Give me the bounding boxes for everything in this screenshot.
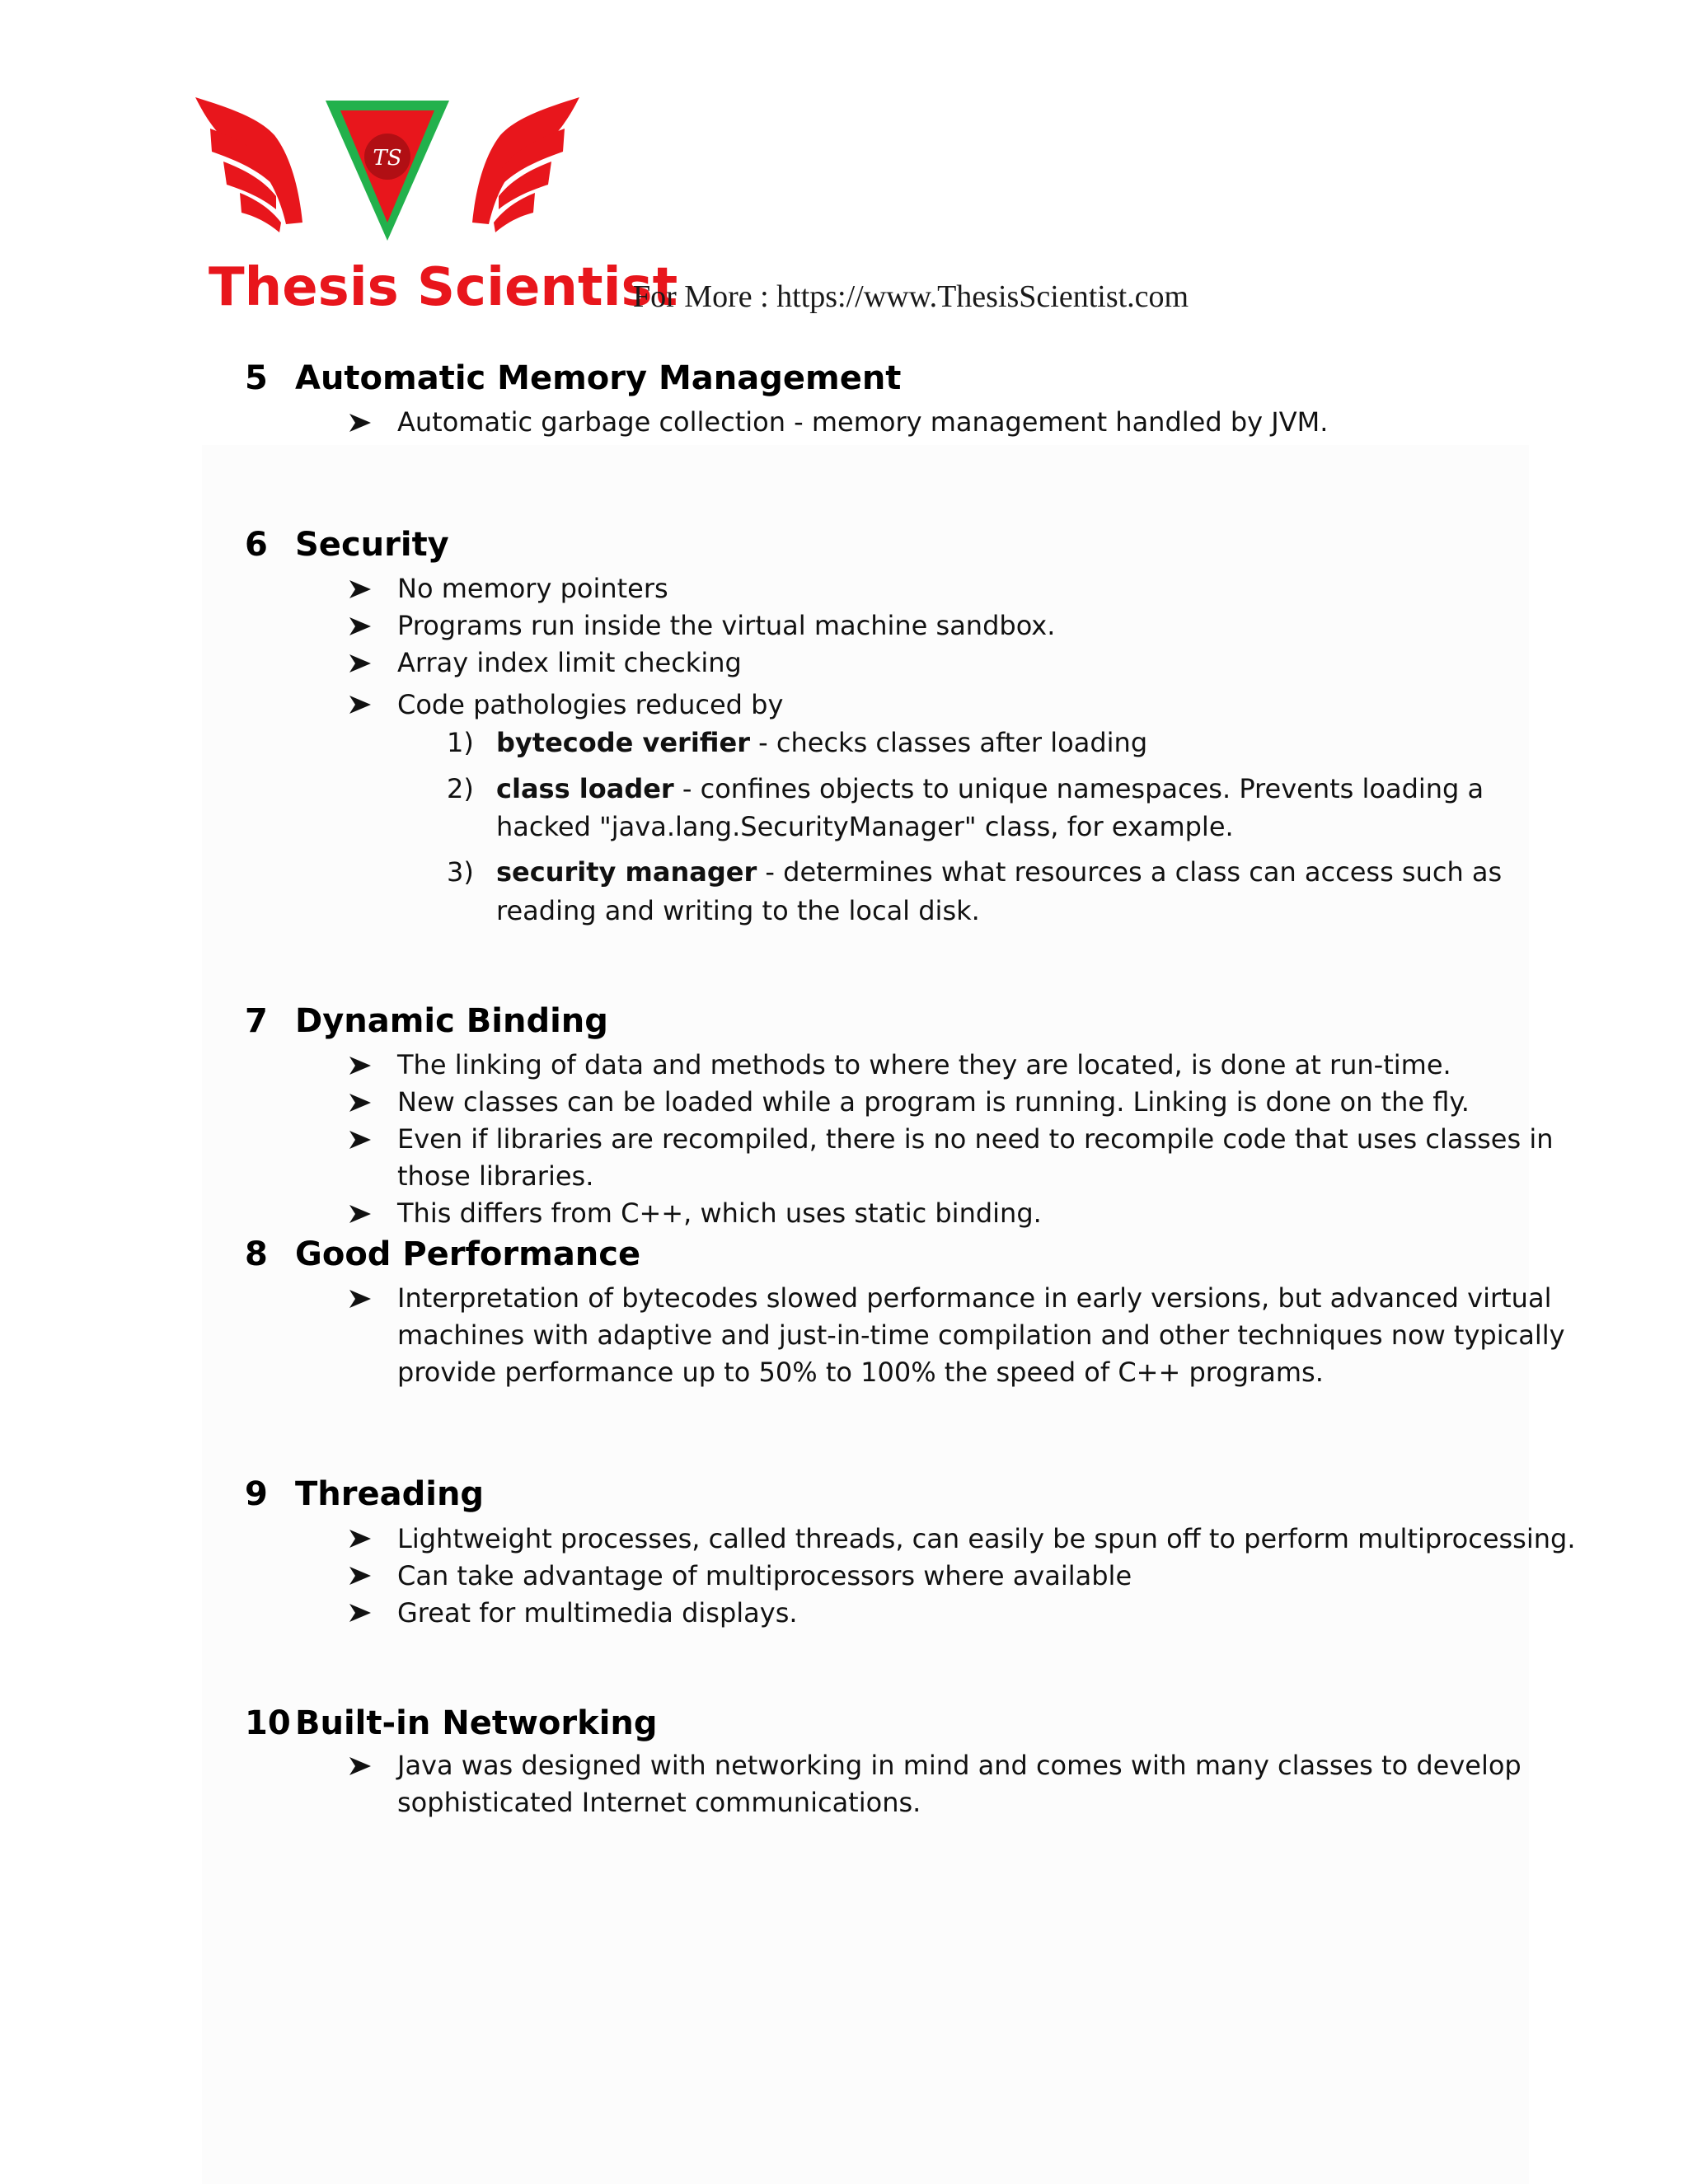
numbered-item-text: confines objects to unique namespaces. Prevents loading a — [700, 773, 1484, 804]
website-link-text: For More : https://www.ThesisScientist.com — [633, 279, 1189, 314]
numbered-item-number: 1) — [447, 727, 474, 758]
numbered-item-text: checks classes after loading — [776, 727, 1148, 758]
section-number: 5 — [245, 359, 268, 397]
arrow-bullet-icon — [348, 1286, 373, 1311]
arrow-bullet-icon — [348, 410, 373, 435]
bullet-text: Even if libraries are recompiled, there is no need to recompile code that uses classes in — [397, 1123, 1554, 1155]
bullet-text: Java was designed with networking in mind and comes with many classes to develop — [397, 1750, 1522, 1781]
numbered-item-number: 2) — [447, 773, 474, 804]
numbered-item-number: 3) — [447, 856, 474, 888]
numbered-item-separator: - — [757, 856, 784, 888]
bullet-text: Great for multimedia displays. — [397, 1597, 798, 1629]
section-number: 8 — [245, 1235, 268, 1273]
section-title: Threading — [295, 1475, 485, 1513]
logo-monogram: TS — [373, 146, 402, 171]
numbered-item-text: determines what resources a class can access such as — [783, 856, 1503, 888]
bullet-text-continuation: machines with adaptive and just-in-time compilation and other techniques now typically — [397, 1319, 1565, 1351]
arrow-bullet-icon — [348, 1202, 373, 1226]
numbered-item-term: bytecode verifier — [496, 727, 750, 758]
numbered-item-term: security manager — [496, 856, 757, 888]
bullet-text: This differs from C++, which uses static binding. — [397, 1197, 1042, 1229]
bullet-text: Can take advantage of multiprocessors where available — [397, 1560, 1132, 1591]
bullet-text-continuation: provide performance up to 50% to 100% the speed of C++ programs. — [397, 1357, 1324, 1388]
section-title: Security — [295, 526, 449, 564]
bullet-text-continuation: sophisticated Internet communications. — [397, 1787, 921, 1818]
logo-wordmark: Thesis Scientist — [209, 257, 678, 318]
arrow-bullet-icon — [348, 692, 373, 717]
bullet-text: Interpretation of bytecodes slowed performance in early versions, but advanced virtual — [397, 1282, 1552, 1314]
bullet-text: Code pathologies reduced by — [397, 689, 784, 720]
section-number: 6 — [245, 526, 268, 564]
section-title: Dynamic Binding — [295, 1002, 608, 1040]
section-number: 10 — [245, 1704, 291, 1742]
thesis-scientist-logo — [194, 92, 678, 323]
arrow-bullet-icon — [348, 1053, 373, 1078]
bullet-text-continuation: those libraries. — [397, 1160, 594, 1192]
arrow-bullet-icon — [348, 614, 373, 639]
numbered-item-text-continuation: hacked "java.lang.SecurityManager" class, for example. — [496, 811, 1234, 842]
numbered-item-2 — [496, 770, 1484, 808]
bullet-text: No memory pointers — [397, 573, 668, 604]
bullet-text: The linking of data and methods to where they are located, is done at run-time. — [397, 1049, 1451, 1080]
bullet-text: New classes can be loaded while a program is running. Linking is done on the fly. — [397, 1086, 1470, 1118]
numbered-item-separator: - — [749, 727, 776, 758]
arrow-bullet-icon — [348, 1601, 373, 1625]
arrow-bullet-icon — [348, 1754, 373, 1779]
numbered-item-3 — [496, 853, 1502, 892]
arrow-bullet-icon — [348, 651, 373, 676]
arrow-bullet-icon — [348, 1127, 373, 1152]
section-title: Built-in Networking — [295, 1704, 658, 1742]
section-title: Automatic Memory Management — [295, 359, 902, 397]
section-number: 7 — [245, 1002, 268, 1040]
arrow-bullet-icon — [348, 1526, 373, 1551]
arrow-bullet-icon — [348, 577, 373, 602]
section-title: Good Performance — [295, 1235, 641, 1273]
bullet-text: Lightweight processes, called threads, can easily be spun off to perform multiprocessing. — [397, 1523, 1576, 1554]
section-number: 9 — [245, 1475, 268, 1513]
numbered-item-separator: - — [673, 773, 701, 804]
numbered-item-term: class loader — [496, 773, 674, 804]
numbered-item-text-continuation: reading and writing to the local disk. — [496, 895, 980, 926]
bullet-text: Automatic garbage collection - memory management handled by JVM. — [397, 406, 1329, 438]
bullet-text: Array index limit checking — [397, 647, 742, 678]
bullet-text: Programs run inside the virtual machine sandbox. — [397, 610, 1056, 641]
arrow-bullet-icon — [348, 1090, 373, 1115]
numbered-item-1 — [496, 724, 1147, 762]
arrow-bullet-icon — [348, 1563, 373, 1588]
